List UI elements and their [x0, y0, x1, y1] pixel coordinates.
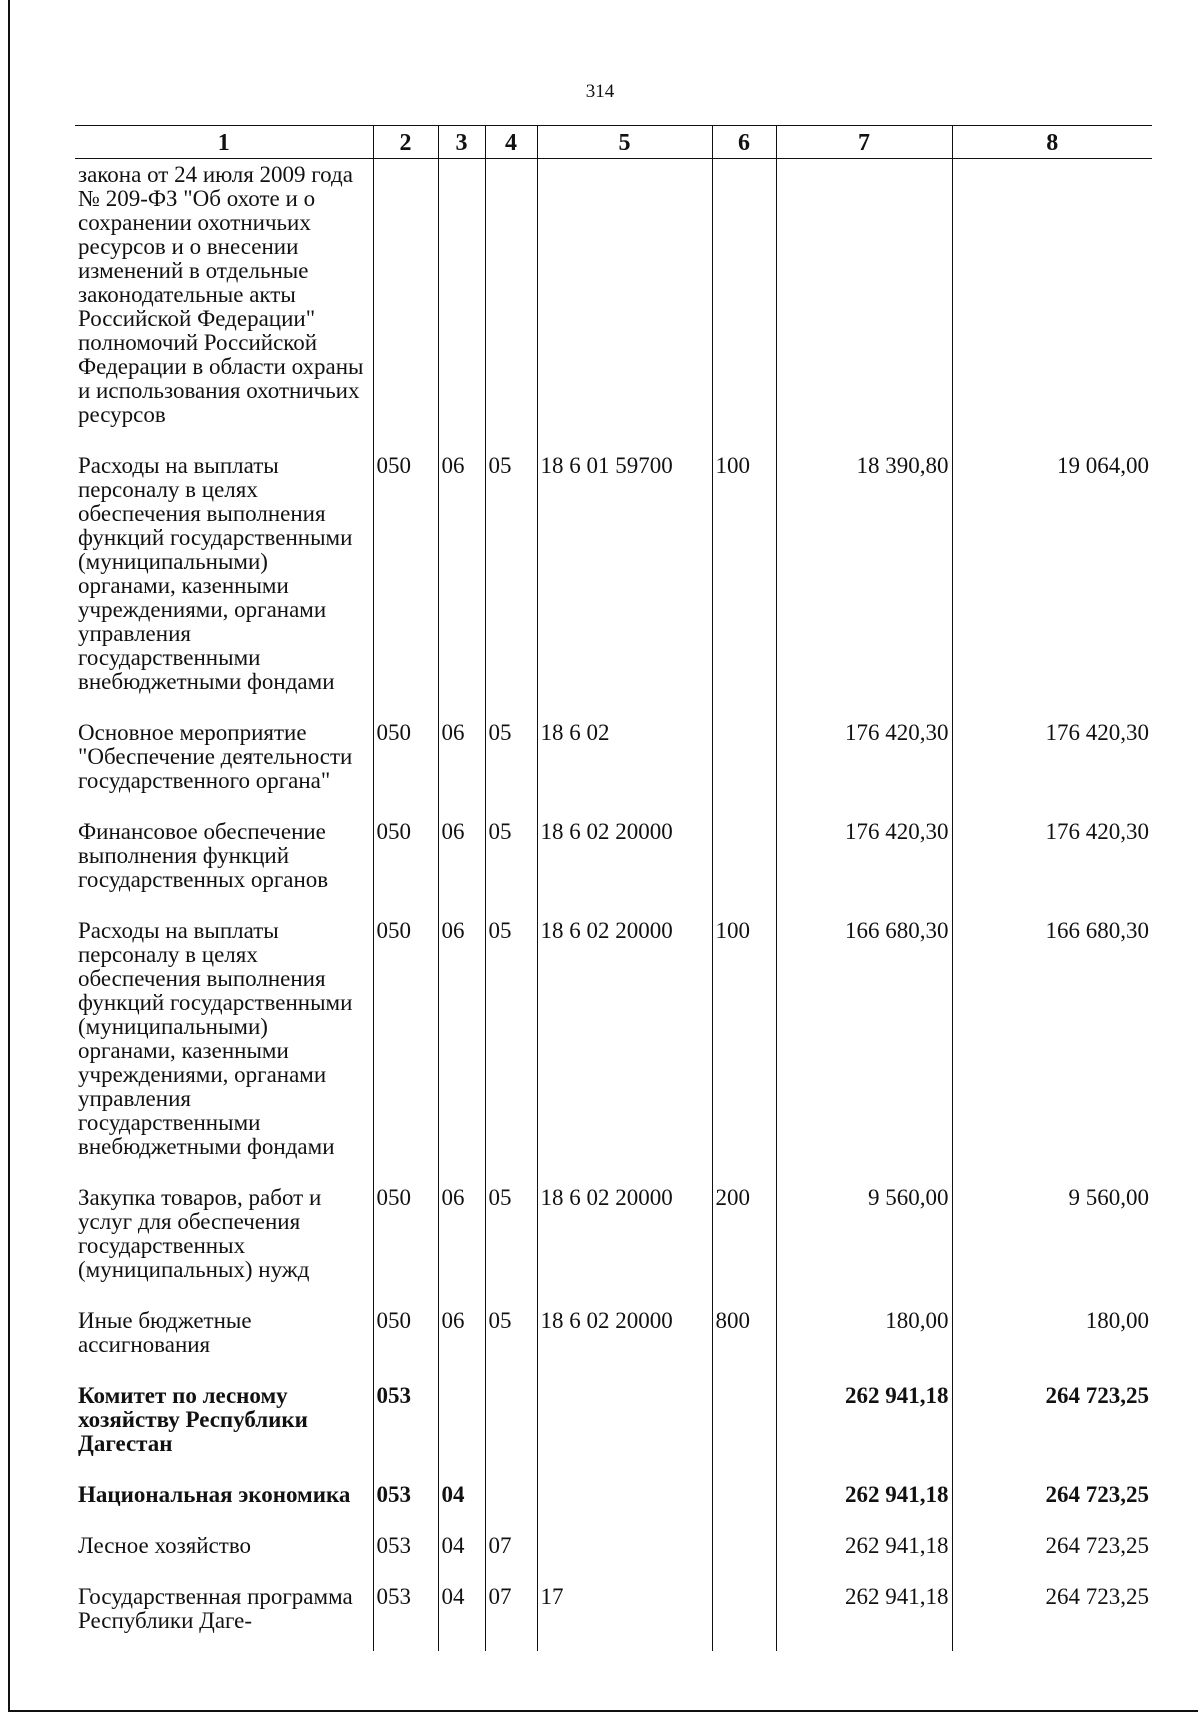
- column-header: 3: [438, 126, 485, 159]
- row-description: Национальная экономика: [78, 1482, 351, 1507]
- column-header: 6: [712, 126, 776, 159]
- amount-year-1: 176 420,30: [776, 820, 952, 919]
- row-description: закона от 24 июля 2009 года № 209-ФЗ "Об охоте и о сохранении охотничьих ресурсов и о внесении изменений в отдельные законодательные акты Российской Федерации" полномочий Российской Федерации в области охраны и использования охотничьих ресурсов: [78, 162, 364, 427]
- amount-year-1: 9 560,00: [776, 1186, 952, 1309]
- amount-year-2: 180,00: [952, 1309, 1152, 1384]
- amount-year-1: 262 941,18: [776, 1534, 952, 1585]
- subsection-code: 05: [485, 919, 537, 1186]
- ministry-code: [373, 159, 438, 455]
- section-code: 04: [438, 1534, 485, 1585]
- subsection-code: [485, 159, 537, 455]
- ministry-code: 050: [373, 919, 438, 1186]
- table-row: [75, 919, 1152, 1186]
- expense-type-code: 100: [712, 454, 776, 721]
- amount-year-2: 19 064,00: [952, 454, 1152, 721]
- table-row: [75, 820, 1152, 919]
- expense-type-code: [712, 820, 776, 919]
- table-header-row: [75, 126, 1152, 159]
- table-row: [75, 1186, 1152, 1309]
- section-code: 06: [438, 721, 485, 820]
- ministry-code: 053: [373, 1585, 438, 1651]
- expense-type-code: 200: [712, 1186, 776, 1309]
- row-description: Иные бюджетные ассигнования: [78, 1308, 252, 1357]
- section-code: 06: [438, 1186, 485, 1309]
- ministry-code: 053: [373, 1384, 438, 1483]
- column-header: 4: [485, 126, 537, 159]
- amount-year-2: 176 420,30: [952, 820, 1152, 919]
- ministry-code: 050: [373, 820, 438, 919]
- column-header: 1: [75, 126, 373, 159]
- column-header: 5: [537, 126, 712, 159]
- section-code: 06: [438, 820, 485, 919]
- amount-year-1: 180,00: [776, 1309, 952, 1384]
- amount-year-2: 264 723,25: [952, 1483, 1152, 1534]
- amount-year-2: [952, 159, 1152, 455]
- target-article-code: [537, 159, 712, 455]
- row-description: Расходы на выплаты персоналу в целях обеспечения выполнения функций государственными (муниципальными) органами, казенными учреждениями, органами управления государственными внебюджетными фондами: [78, 453, 353, 694]
- page-number: 314: [585, 81, 615, 102]
- subsection-code: 05: [485, 820, 537, 919]
- target-article-code: 17: [537, 1585, 712, 1651]
- target-article-code: 18 6 02 20000: [537, 919, 712, 1186]
- amount-year-2: 264 723,25: [952, 1534, 1152, 1585]
- amount-year-2: 9 560,00: [952, 1186, 1152, 1309]
- expense-type-code: 100: [712, 919, 776, 1186]
- table-row: [75, 1585, 1152, 1651]
- target-article-code: [537, 1483, 712, 1534]
- budget-table: [75, 125, 1152, 1651]
- amount-year-2: 264 723,25: [952, 1384, 1152, 1483]
- row-description: Закупка товаров, работ и услуг для обеспечения государственных (муниципальных) нужд: [78, 1185, 322, 1282]
- table-row: [75, 1309, 1152, 1384]
- amount-year-2: 264 723,25: [952, 1585, 1152, 1651]
- subsection-code: 05: [485, 1309, 537, 1384]
- expense-type-code: [712, 159, 776, 455]
- row-description: Лесное хозяйство: [78, 1533, 252, 1558]
- section-code: 04: [438, 1483, 485, 1534]
- table-body: [75, 159, 1152, 1652]
- expense-type-code: [712, 1585, 776, 1651]
- expense-type-code: [712, 1384, 776, 1483]
- column-header: 2: [373, 126, 438, 159]
- section-code: 06: [438, 454, 485, 721]
- target-article-code: 18 6 02: [537, 721, 712, 820]
- table-row: [75, 1384, 1152, 1483]
- ministry-code: 050: [373, 1186, 438, 1309]
- target-article-code: 18 6 02 20000: [537, 820, 712, 919]
- table-row: [75, 1483, 1152, 1534]
- target-article-code: [537, 1384, 712, 1483]
- row-description: Финансовое обеспечение выполнения функций государственных органов: [78, 819, 329, 892]
- table-row: [75, 721, 1152, 820]
- section-code: 06: [438, 919, 485, 1186]
- amount-year-1: 166 680,30: [776, 919, 952, 1186]
- subsection-code: [485, 1384, 537, 1483]
- amount-year-2: 166 680,30: [952, 919, 1152, 1186]
- table-row: [75, 159, 1152, 455]
- subsection-code: 05: [485, 721, 537, 820]
- amount-year-1: [776, 159, 952, 455]
- section-code: 06: [438, 1309, 485, 1384]
- subsection-code: 07: [485, 1585, 537, 1651]
- amount-year-1: 262 941,18: [776, 1483, 952, 1534]
- subsection-code: 07: [485, 1534, 537, 1585]
- table-row: [75, 454, 1152, 721]
- row-description: Комитет по лесному хозяйству Республики Дагестан: [78, 1383, 308, 1456]
- target-article-code: 18 6 02 20000: [537, 1309, 712, 1384]
- target-article-code: 18 6 01 59700: [537, 454, 712, 721]
- row-description: Основное мероприятие "Обеспечение деятельности государственного органа": [78, 720, 353, 793]
- section-code: [438, 159, 485, 455]
- expense-type-code: [712, 1483, 776, 1534]
- row-description: Расходы на выплаты персоналу в целях обеспечения выполнения функций государственными (муниципальными) органами, казенными учреждениями, органами управления государственными внебюджетными фондами: [78, 918, 353, 1159]
- ministry-code: 050: [373, 1309, 438, 1384]
- row-description: Государственная программа Республики Даге-: [78, 1584, 353, 1633]
- ministry-code: 053: [373, 1483, 438, 1534]
- amount-year-1: 262 941,18: [776, 1585, 952, 1651]
- target-article-code: [537, 1534, 712, 1585]
- ministry-code: 050: [373, 721, 438, 820]
- section-code: 04: [438, 1585, 485, 1651]
- expense-type-code: [712, 1534, 776, 1585]
- table-row: [75, 1534, 1152, 1585]
- subsection-code: 05: [485, 454, 537, 721]
- target-article-code: 18 6 02 20000: [537, 1186, 712, 1309]
- ministry-code: 053: [373, 1534, 438, 1585]
- section-code: [438, 1384, 485, 1483]
- column-header: 7: [776, 126, 952, 159]
- ministry-code: 050: [373, 454, 438, 721]
- subsection-code: [485, 1483, 537, 1534]
- subsection-code: 05: [485, 1186, 537, 1309]
- expense-type-code: 800: [712, 1309, 776, 1384]
- expense-type-code: [712, 721, 776, 820]
- amount-year-1: 18 390,80: [776, 454, 952, 721]
- column-header: 8: [952, 126, 1152, 159]
- amount-year-1: 176 420,30: [776, 721, 952, 820]
- amount-year-2: 176 420,30: [952, 721, 1152, 820]
- amount-year-1: 262 941,18: [776, 1384, 952, 1483]
